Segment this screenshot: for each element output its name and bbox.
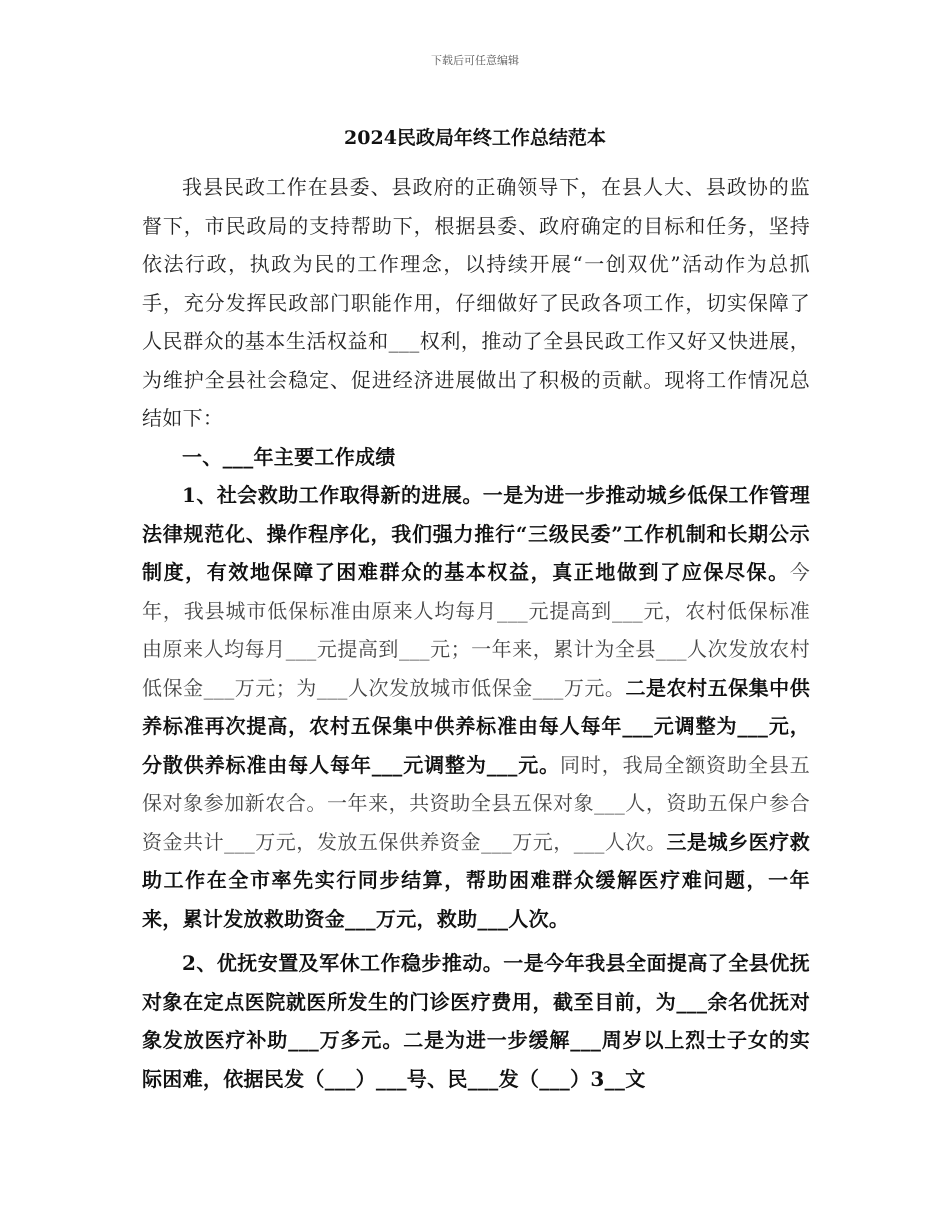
section-heading: 一、___年主要工作成绩 [182,444,396,469]
intro-paragraph: 我县民政工作在县委、县政府的正确领导下，在县人大、县政协的监督下，市民政局的支持帮助下，根据县委、政府确定的目标和任务，坚持依法行政，执政为民的工作理念，以持续开展“一创双优”活动作为总抓手，充分发挥民政部门职能作用，仔细做好了民政各项工作，切实保障了人民群众的基本生活权益和___权利，推动了全县民政工作又好又快进展，为维护全县社会稳定、促进经济进展做出了积极的贡献。现将工作情况总结如下： [142,175,810,430]
paragraph-text-bold: 2、优抚安置及军休工作稳步推动。一是今年我县全面提高了全县优抚对象在定点医院就医所发生的门诊医疗费用，截至目前，为___余名优抚对象发放医疗补助___万多元。二是为进一步缓解___周岁以上烈士子女的实际困难，依据民发（___）___号、民___发（___）3__文 [142,951,810,1091]
paragraph-text: 今年，我县城市低保标准由原来人均每月___元提高到___元，农村低保标准由原来人均每月___元提高到___元；一年来，累计为全县___人次发放农村低保金___万元；为___人次发放城市低保金___万元。 [142,560,810,700]
document-body [142,168,810,1098]
page-header-note: 下载后可任意编辑 [431,54,519,67]
paragraph-text-bold: 三是城乡医疗救助工作在全市率先实行同步结算，帮助困难群众缓解医疗难问题，一年来，累计发放救助资金___万元，救助___人次。 [142,829,810,931]
paragraph-social-assistance [142,476,810,938]
document-title: 2024民政局年终工作总结范本 [344,127,606,149]
paragraph-text-bold: 二是农村五保集中供养标准再次提高，农村五保集中供养标准由每人每年___元调整为___元，分散供养标准由每人每年___元调整为___元。 [142,675,810,777]
paragraph-text-bold: 1、社会救助工作取得新的进展。一是为进一步推动城乡低保工作管理法律规范化、操作程序化，我们强力推行“三级民委”工作机制和长期公示制度，有效地保障了困难群众的基本权益，真正地做到了应保尽保。 [142,483,810,584]
paragraph-preferential-care [142,944,810,1098]
paragraph-text: 同时，我局全额资助全县五保对象参加新农合。一年来，共资助全县五保对象___人，资助五保户参合资金共计___万元，发放五保供养资金___万元，___人次。 [142,752,810,854]
